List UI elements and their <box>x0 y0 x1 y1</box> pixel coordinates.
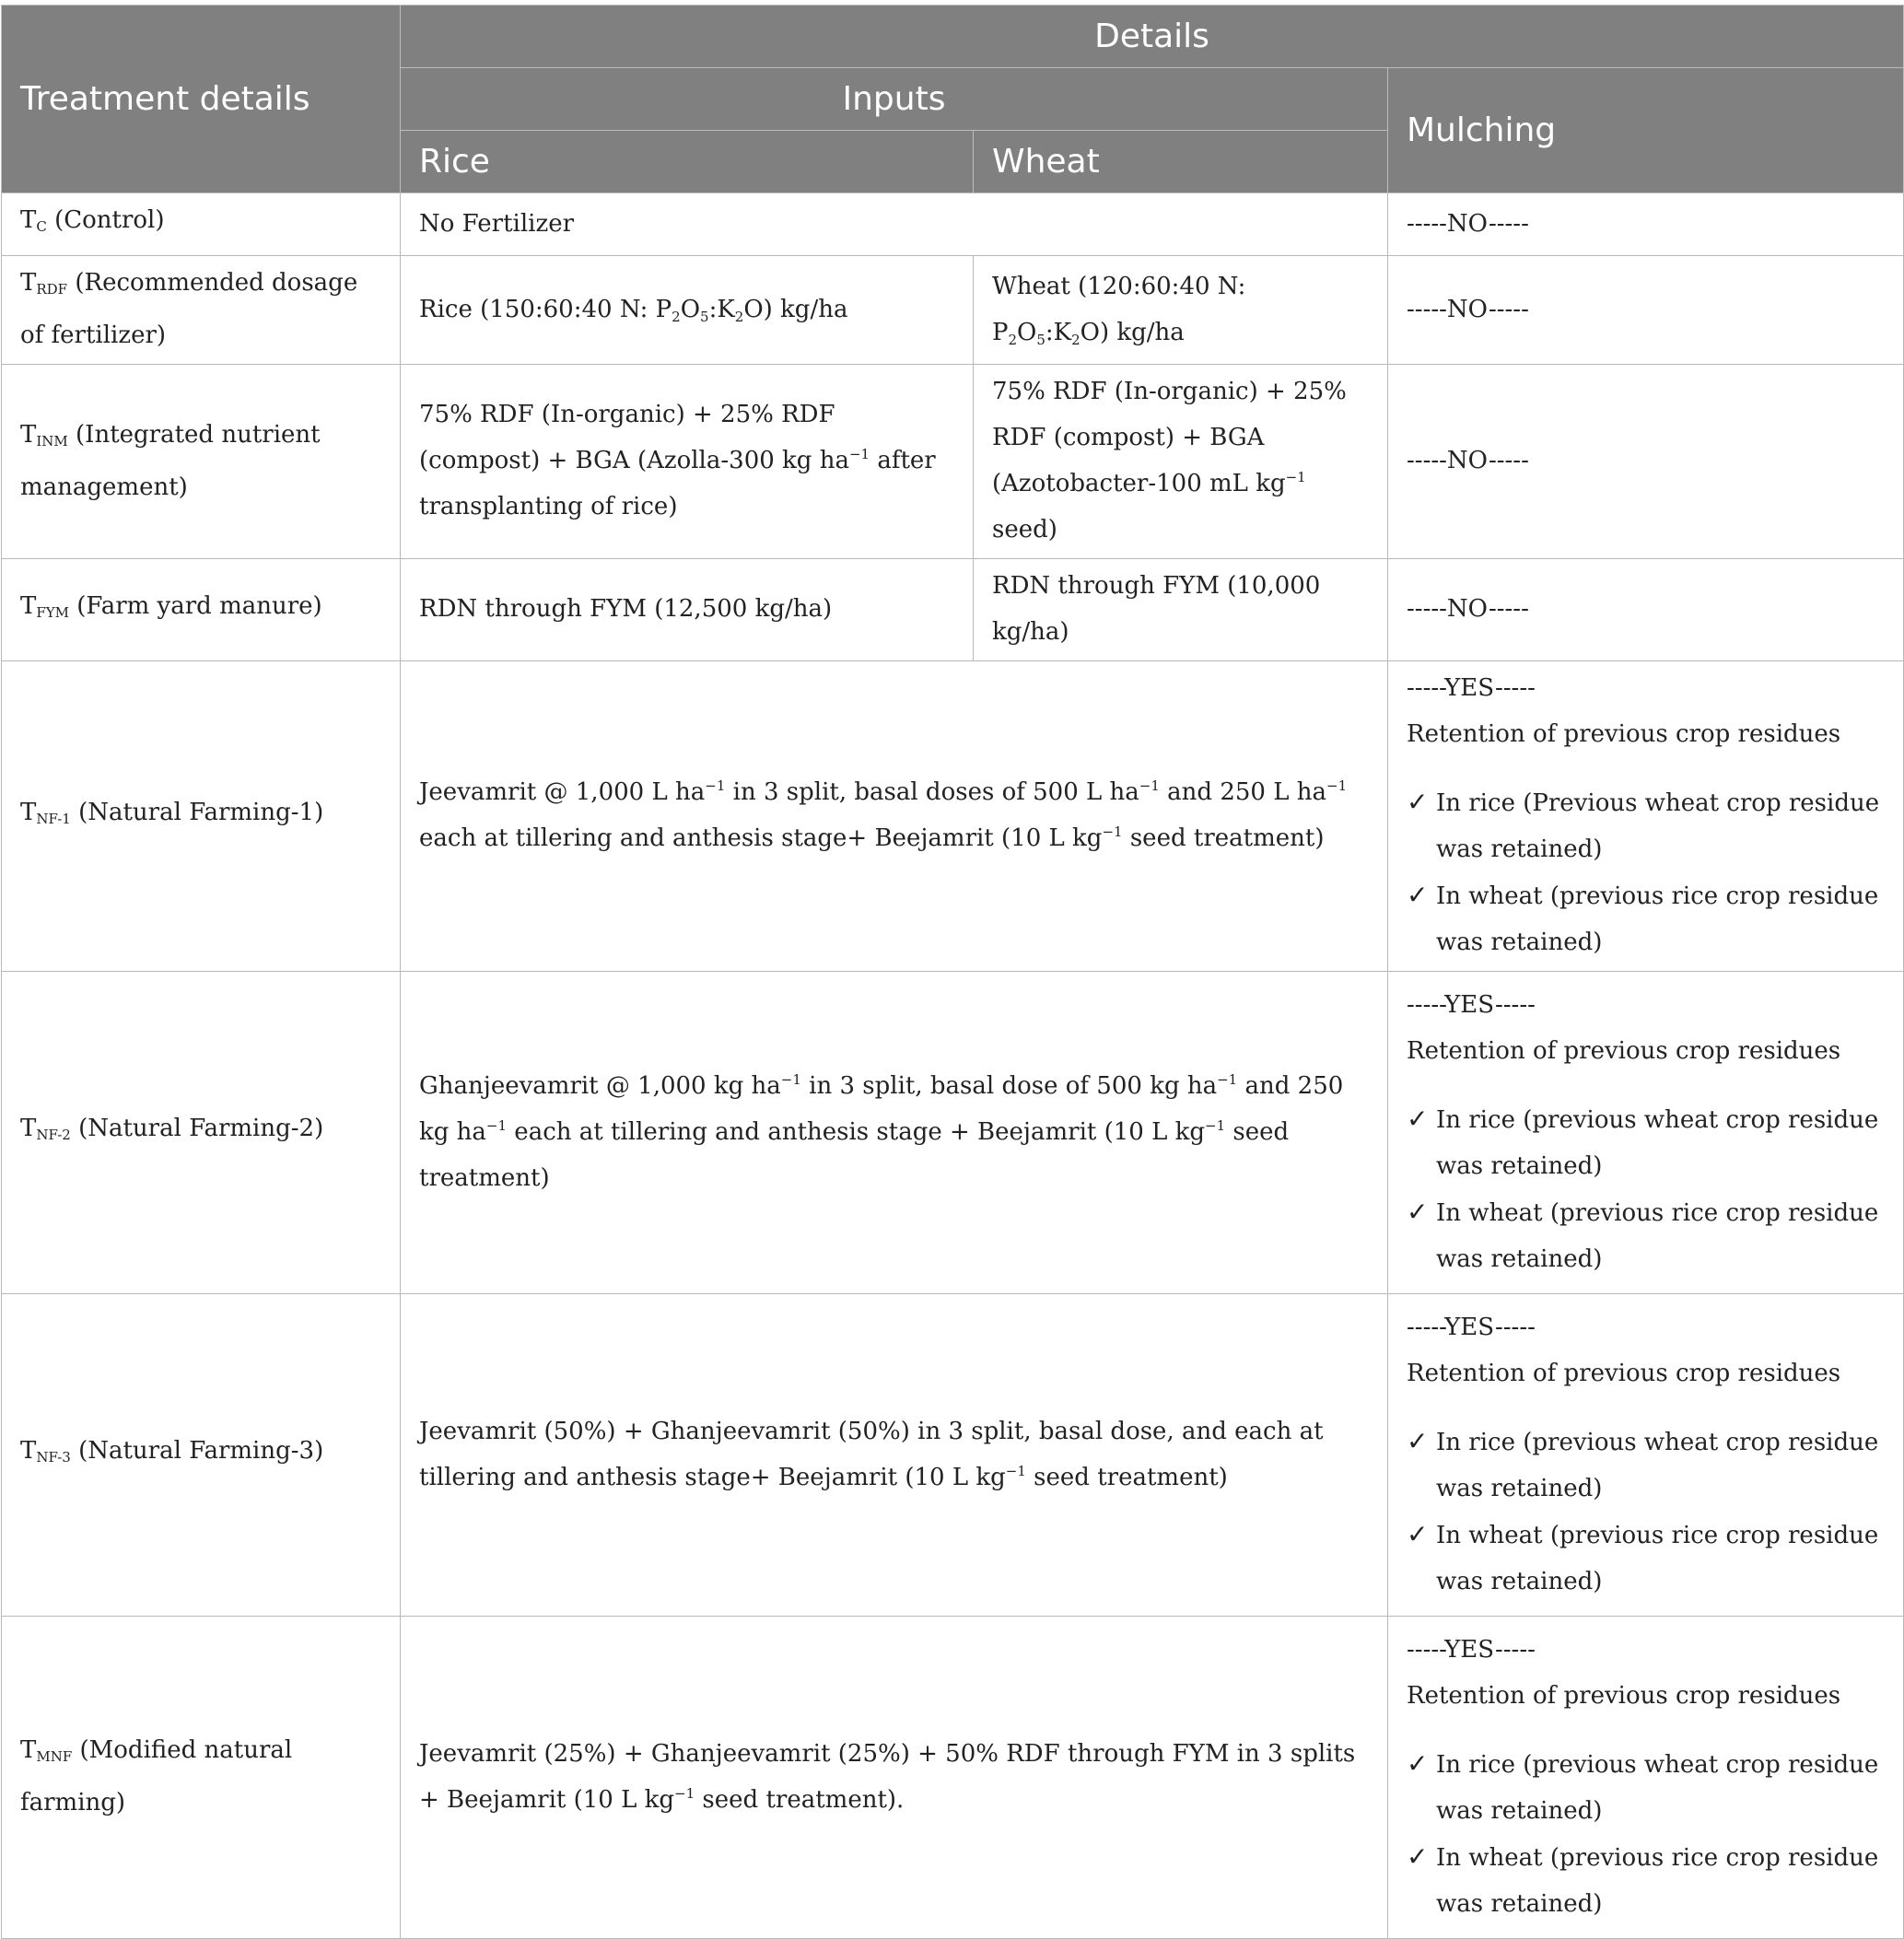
mulching-cell: -----NO----- <box>1388 365 1904 559</box>
treatment-cell: $T_C$ (Control) <box>2 193 401 256</box>
rice-input-cell: 75% RDF (In-organic) + 25% RDF (compost) + BGA (Azolla-300 kg $ha^{-1}$ after transplanting of rice) <box>401 365 974 559</box>
mulching-retention: Retention of previous crop residues <box>1407 1681 1841 1710</box>
mulching-yes: -----YES----- <box>1407 674 1536 702</box>
mulching-yes: -----YES----- <box>1407 1313 1536 1341</box>
table-row <box>2 1617 1904 1939</box>
mulching-retention: Retention of previous crop residues <box>1407 1359 1841 1387</box>
header-treatment-details: Treatment details <box>2 6 401 193</box>
mulching-cell <box>1388 1294 1904 1617</box>
check-icon: ✓ <box>1407 1425 1429 1456</box>
table-row <box>2 1294 1904 1617</box>
mulching-cell: -----NO----- <box>1388 193 1904 256</box>
header-wheat: Wheat <box>974 131 1388 193</box>
table-row <box>2 365 1904 559</box>
mulching-rice-item: ✓ In rice (previous wheat crop residue was retained) <box>1407 1096 1885 1189</box>
mulching-rice-item: ✓ In rice (previous wheat crop residue was retained) <box>1407 1741 1885 1834</box>
rice-input-cell: Rice (150:60:40 N: P2O5:K2O) kg/ha <box>401 256 974 365</box>
mulching-wheat-item: ✓ In wheat (previous rice crop residue was retained) <box>1407 1834 1885 1927</box>
treatment-cell: $T_{NF-3}$ (Natural Farming-3) <box>2 1294 401 1617</box>
header-rice: Rice <box>401 131 974 193</box>
treatment-table <box>1 5 1904 1939</box>
inputs-cell: Jeevamrit @ 1,000 L $ha^{-1}$ in 3 split, basal doses of 500 L $ha^{-1}$ and 250 L $ha^{-1}$ each at tillering and anthesis stage+ Beejamrit (10 L $kg^{-1}$ seed treatment) <box>401 661 1388 972</box>
mulching-retention: Retention of previous crop residues <box>1407 720 1841 748</box>
header-details: Details <box>401 6 1904 68</box>
wheat-input-cell: 75% RDF (In-organic) + 25% RDF (compost) + BGA (Azotobacter-100 mL $kg^{-1}$ seed) <box>974 365 1388 559</box>
check-icon: ✓ <box>1407 1747 1429 1779</box>
mulching-yes: -----YES----- <box>1407 990 1536 1019</box>
check-icon: ✓ <box>1407 1840 1429 1872</box>
table-row <box>2 661 1904 972</box>
mulching-cell <box>1388 1617 1904 1939</box>
treatment-cell: $T_{NF-2}$ (Natural Farming-2) <box>2 972 401 1294</box>
table-header <box>2 6 1904 193</box>
check-icon: ✓ <box>1407 880 1429 910</box>
mulching-cell: -----NO----- <box>1388 256 1904 365</box>
wheat-input-cell: Wheat (120:60:40 N: P2O5:K2O) kg/ha <box>974 256 1388 365</box>
mulching-yes: -----YES----- <box>1407 1635 1536 1664</box>
table-row <box>2 972 1904 1294</box>
treatment-cell: $T_{INM}$ (Integrated nutrient management) <box>2 365 401 559</box>
mulching-retention: Retention of previous crop residues <box>1407 1036 1841 1065</box>
check-icon: ✓ <box>1407 1103 1429 1134</box>
check-icon: ✓ <box>1407 1196 1429 1227</box>
mulching-cell: -----NO----- <box>1388 559 1904 661</box>
inputs-cell: No Fertilizer <box>401 193 1388 256</box>
mulching-rice-item: ✓ In rice (previous wheat crop residue was retained) <box>1407 1419 1885 1512</box>
header-inputs: Inputs <box>401 68 1388 131</box>
mulching-cell <box>1388 972 1904 1294</box>
table-row <box>2 193 1904 256</box>
mulching-cell <box>1388 661 1904 972</box>
inputs-cell: Ghanjeevamrit @ 1,000 kg $ha^{-1}$ in 3 split, basal dose of 500 kg $ha^{-1}$ and 250 kg $ha^{-1}$ each at tillering and anthesis stage + Beejamrit (10 L $kg^{-1}$ seed treatment) <box>401 972 1388 1294</box>
treatment-cell: $T_{MNF}$ (Modified natural farming) <box>2 1617 401 1939</box>
treatment-cell: $T_{RDF}$ (Recommended dosage of fertilizer) <box>2 256 401 365</box>
mulching-wheat-item: ✓ In wheat (previous rice crop residue was retained) <box>1407 872 1885 965</box>
header-mulching: Mulching <box>1388 68 1904 193</box>
treatment-cell: $T_{FYM}$ (Farm yard manure) <box>2 559 401 661</box>
check-icon: ✓ <box>1407 1518 1429 1549</box>
mulching-wheat-item: ✓ In wheat (previous rice crop residue was retained) <box>1407 1512 1885 1605</box>
table-row <box>2 256 1904 365</box>
treatment-cell: $T_{NF-1}$ (Natural Farming-1) <box>2 661 401 972</box>
rice-input-cell: RDN through FYM (12,500 kg/ha) <box>401 559 974 661</box>
mulching-rice-item: ✓ In rice (Previous wheat crop residue was retained) <box>1407 779 1885 872</box>
table-row <box>2 559 1904 661</box>
wheat-input-cell: RDN through FYM (10,000 kg/ha) <box>974 559 1388 661</box>
inputs-cell: Jeevamrit (50%) + Ghanjeevamrit (50%) in 3 split, basal dose, and each at tillering and anthesis stage+ Beejamrit (10 L $kg^{-1}$ seed treatment) <box>401 1294 1388 1617</box>
check-icon: ✓ <box>1407 787 1429 817</box>
inputs-cell: Jeevamrit (25%) + Ghanjeevamrit (25%) + 50% RDF through FYM in 3 splits + Beejamrit (10 L $kg^{-1}$ seed treatment). <box>401 1617 1388 1939</box>
mulching-wheat-item: ✓ In wheat (previous rice crop residue was retained) <box>1407 1189 1885 1282</box>
